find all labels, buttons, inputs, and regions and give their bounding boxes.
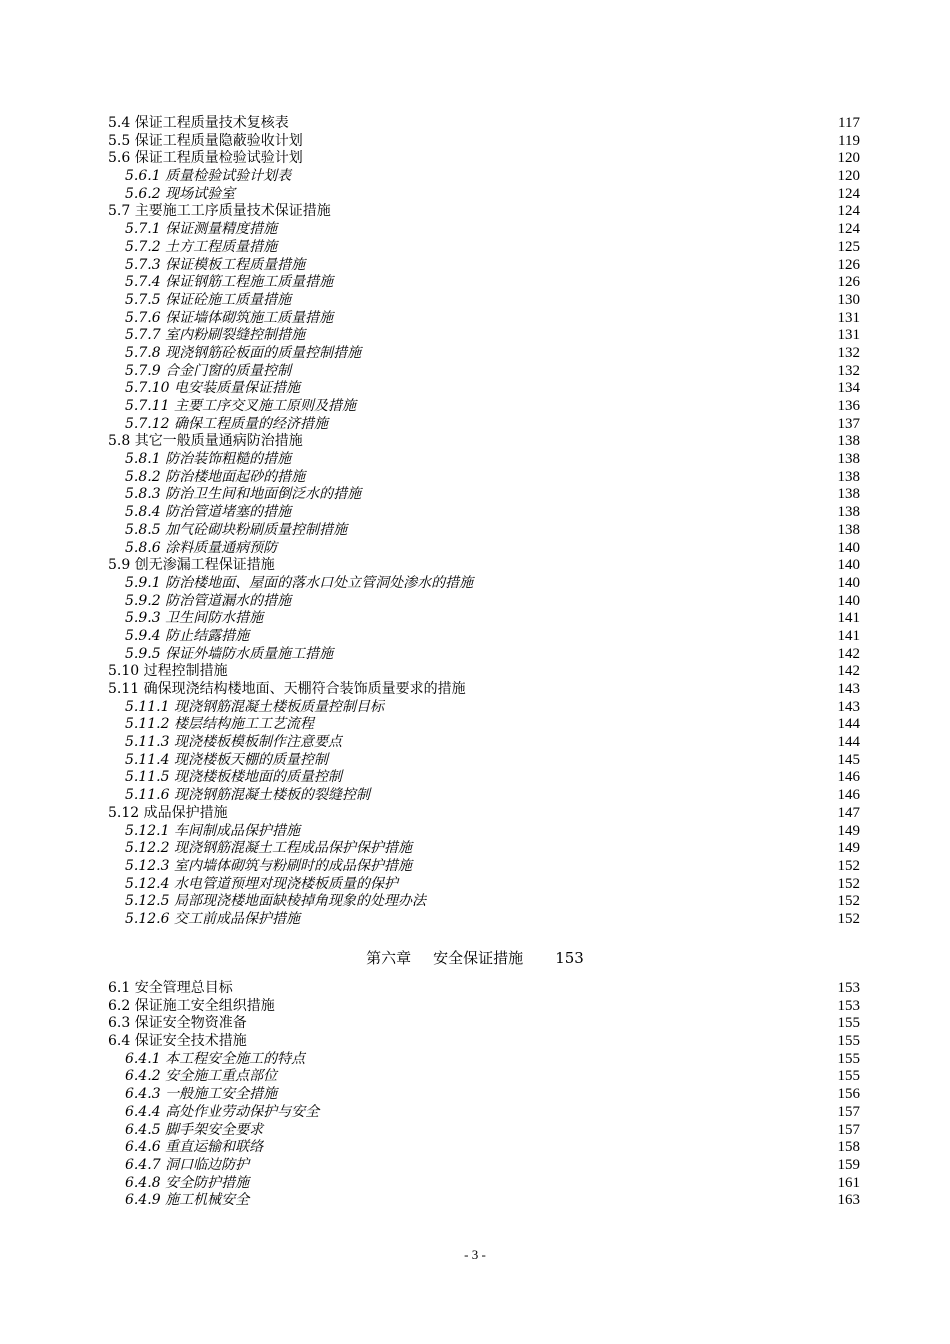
toc-entry <box>108 1157 860 1175</box>
toc-entry-page: 138 <box>837 468 860 485</box>
toc-entry <box>108 274 860 292</box>
toc-entry-page: 146 <box>837 769 860 786</box>
toc-entry-page: 124 <box>837 203 860 220</box>
toc-entry-page: 125 <box>837 238 860 255</box>
toc-entry <box>108 1068 860 1086</box>
toc-entry <box>108 1086 860 1104</box>
toc-entry <box>108 1033 860 1051</box>
chapter-heading <box>0 946 950 970</box>
toc-entry <box>108 433 860 451</box>
toc-entry-title: 5.8.3 防治卫生间和地面倒泛水的措施 <box>125 486 362 503</box>
toc-entry-title: 5.8.1 防治装饰粗糙的措施 <box>125 451 292 468</box>
toc-entry-title: 5.7.11 主要工序交叉施工原则及措施 <box>125 398 356 414</box>
toc-entry-page: 124 <box>837 221 860 238</box>
toc-entry-page: 132 <box>837 344 860 361</box>
toc-entry-title: 5.7.5 保证砼施工质量措施 <box>125 291 292 308</box>
toc-entry-page: 117 <box>838 115 860 131</box>
toc-entry <box>108 504 860 522</box>
toc-entry <box>108 292 860 310</box>
toc-entry <box>108 1051 860 1069</box>
toc-entry <box>108 451 860 469</box>
toc-entry-title: 5.12.3 室内墙体砌筑与粉刷时的成品保护措施 <box>125 857 412 874</box>
toc-entry <box>108 1192 860 1210</box>
toc-entry <box>108 734 860 752</box>
toc-entry-title: 6.3 保证安全物资准备 <box>108 1015 247 1032</box>
toc-entry <box>108 186 860 204</box>
toc-entry-page: 126 <box>837 256 860 273</box>
toc-entry-page: 149 <box>837 840 860 857</box>
toc-entry-title: 5.8 其它一般质量通病防治措施 <box>108 433 303 450</box>
toc-entry-page: 140 <box>837 574 860 591</box>
toc-entry-title: 5.7.9 合金门窗的质量控制 <box>125 362 292 379</box>
toc-entry-page: 159 <box>837 1156 860 1173</box>
toc-entry <box>108 540 860 558</box>
toc-entry <box>108 221 860 239</box>
toc-entry-title: 5.9.1 防治楼地面、屋面的落水口处立管洞处渗水的措施 <box>125 574 474 591</box>
toc-entry <box>108 699 860 717</box>
toc-entry <box>108 681 860 699</box>
toc-entry-page: 134 <box>837 380 860 397</box>
toc-entry-page: 120 <box>837 168 860 185</box>
toc-entry-title: 5.6 保证工程质量检验试验计划 <box>108 150 303 167</box>
toc-entry-title: 5.11.5 现浇楼板楼地面的质量控制 <box>125 769 342 786</box>
toc-entry-title: 5.11.4 现浇楼板天棚的质量控制 <box>125 751 328 768</box>
toc-entry-page: 144 <box>837 716 860 733</box>
toc-entry-page: 137 <box>837 415 860 432</box>
toc-entry-page: 138 <box>837 486 860 503</box>
toc-entry-page: 161 <box>837 1174 860 1191</box>
toc-entry <box>108 1122 860 1140</box>
toc-entry-title: 5.12.4 水电管道预埋对现浇楼板质量的保护 <box>125 875 398 892</box>
toc-entry-page: 155 <box>837 1033 860 1050</box>
toc-entry-page: 144 <box>837 734 860 751</box>
toc-entry <box>108 593 860 611</box>
toc-entry-title: 5.11 确保现浇结构楼地面、天棚符合装饰质量要求的措施 <box>108 681 466 697</box>
toc-entry-page: 143 <box>837 681 860 697</box>
toc-entry-title: 5.12.6 交工前成品保护措施 <box>125 910 300 927</box>
toc-entry-title: 5.9 创无渗漏工程保证措施 <box>108 557 275 574</box>
toc-entry-page: 138 <box>837 433 860 450</box>
toc-entry <box>108 522 860 540</box>
toc-entry-page: 131 <box>837 309 860 326</box>
toc-entry-page: 130 <box>837 291 860 308</box>
toc-entry-title: 5.7.8 现浇钢筋砼板面的质量控制措施 <box>125 344 362 361</box>
toc-entry <box>108 1175 860 1193</box>
toc-entry-title: 5.7.12 确保工程质量的经济措施 <box>125 415 328 432</box>
toc-entry-page: 142 <box>837 663 860 680</box>
toc-entry <box>108 663 860 681</box>
toc-entry <box>108 557 860 575</box>
toc-list-part1 <box>108 115 860 929</box>
chapter-page: 153 <box>555 949 584 967</box>
toc-entry-title: 6.4.5 脚手架安全要求 <box>125 1121 264 1138</box>
toc-entry-title: 6.4.2 安全施工重点部位 <box>125 1068 278 1085</box>
toc-entry <box>108 805 860 823</box>
toc-entry-page: 136 <box>837 398 860 414</box>
toc-entry <box>108 628 860 646</box>
toc-entry-title: 5.9.2 防治管道漏水的措施 <box>125 592 292 609</box>
toc-entry-page: 138 <box>837 504 860 521</box>
toc-entry <box>108 150 860 168</box>
toc-entry-page: 138 <box>837 521 860 538</box>
toc-entry-title: 5.7.1 保证测量精度措施 <box>125 221 278 238</box>
toc-entry-page: 147 <box>837 804 860 821</box>
toc-entry-title: 5.11.3 现浇楼板模板制作注意要点 <box>125 734 342 751</box>
toc-entry-title: 5.5 保证工程质量隐蔽验收计划 <box>108 132 303 149</box>
toc-entry-page: 155 <box>837 1068 860 1085</box>
toc-entry-title: 5.11.6 现浇钢筋混凝土楼板的裂缝控制 <box>125 787 370 804</box>
toc-entry-page: 155 <box>837 1050 860 1067</box>
toc-entry <box>108 416 860 434</box>
toc-entry <box>108 115 860 133</box>
toc-entry <box>108 327 860 345</box>
toc-entry <box>108 716 860 734</box>
toc-entry-title: 5.12.2 现浇钢筋混凝土工程成品保护保护措施 <box>125 840 412 857</box>
toc-entry <box>108 380 860 398</box>
toc-entry <box>108 980 860 998</box>
toc-entry-page: 132 <box>837 362 860 379</box>
toc-entry <box>108 840 860 858</box>
toc-entry-title: 5.7.7 室内粉刷裂缝控制措施 <box>125 327 306 344</box>
toc-entry <box>108 575 860 593</box>
toc-entry <box>108 998 860 1016</box>
toc-entry-page: 152 <box>837 857 860 874</box>
toc-entry-title: 5.9.4 防止结露措施 <box>125 627 250 644</box>
toc-entry-title: 5.7 主要施工工序质量技术保证措施 <box>108 203 331 220</box>
toc-entry <box>108 876 860 894</box>
chapter-number: 第六章 <box>366 949 412 967</box>
toc-entry <box>108 752 860 770</box>
toc-entry-title: 5.8.6 涂料质量通病预防 <box>125 539 278 556</box>
toc-entry <box>108 769 860 787</box>
toc-entry-title: 6.4.7 洞口临边防护 <box>125 1156 250 1173</box>
toc-entry-page: 140 <box>837 557 860 574</box>
toc-entry-title: 6.4.1 本工程安全施工的特点 <box>125 1050 306 1067</box>
toc-entry <box>108 787 860 805</box>
toc-entry-page: 158 <box>837 1139 860 1156</box>
toc-entry-page: 152 <box>837 893 860 910</box>
toc-entry-page: 157 <box>837 1121 860 1138</box>
toc-entry-title: 5.7.10 电安装质量保证措施 <box>125 380 300 397</box>
toc-entry-page: 141 <box>837 627 860 644</box>
toc-entry <box>108 858 860 876</box>
toc-entry <box>108 610 860 628</box>
toc-entry-title: 6.1 安全管理总目标 <box>108 980 233 996</box>
toc-entry <box>108 1015 860 1033</box>
toc-entry-title: 5.9.5 保证外墙防水质量施工措施 <box>125 645 334 662</box>
toc-entry-title: 6.4.3 一般施工安全措施 <box>125 1086 278 1103</box>
toc-entry <box>108 239 860 257</box>
toc-entry-page: 120 <box>837 150 860 167</box>
toc-entry <box>108 345 860 363</box>
toc-entry-page: 126 <box>837 274 860 291</box>
toc-entry-page: 146 <box>837 787 860 804</box>
toc-entry-page: 140 <box>837 592 860 609</box>
toc-entry-page: 152 <box>837 875 860 892</box>
toc-entry-title: 5.6.1 质量检验试验计划表 <box>125 168 292 185</box>
toc-entry-page: 131 <box>837 327 860 344</box>
toc-entry <box>108 168 860 186</box>
toc-entry-title: 5.8.2 防治楼地面起砂的措施 <box>125 468 306 485</box>
toc-entry <box>108 398 860 416</box>
toc-entry <box>108 469 860 487</box>
page-footer: - 3 - <box>464 1247 486 1262</box>
toc-entry-page: 156 <box>837 1086 860 1103</box>
toc-entry <box>108 257 860 275</box>
toc-entry-title: 6.4 保证安全技术措施 <box>108 1033 247 1050</box>
toc-entry-title: 6.2 保证施工安全组织措施 <box>108 997 275 1014</box>
toc-entry-page: 163 <box>837 1192 860 1209</box>
toc-entry-page: 141 <box>837 610 860 627</box>
toc-entry <box>108 1104 860 1122</box>
toc-entry <box>108 646 860 664</box>
toc-entry-title: 5.8.5 加气砼砌块粉刷质量控制措施 <box>125 521 348 538</box>
toc-entry-page: 149 <box>837 822 860 839</box>
toc-entry-title: 6.4.6 重直运输和联络 <box>125 1139 264 1156</box>
toc-entry <box>108 1139 860 1157</box>
toc-list-part2 <box>108 980 860 1210</box>
toc-entry <box>108 823 860 841</box>
chapter-title: 安全保证措施 <box>433 949 524 967</box>
toc-entry-title: 6.4.9 施工机械安全 <box>125 1192 250 1209</box>
toc-entry-page: 140 <box>837 539 860 556</box>
toc-entry <box>108 203 860 221</box>
toc-entry-title: 6.4.4 高处作业劳动保护与安全 <box>125 1103 320 1120</box>
toc-entry-title: 5.4 保证工程质量技术复核表 <box>108 115 289 131</box>
toc-entry-title: 5.11.1 现浇钢筋混凝土楼板质量控制目标 <box>125 698 384 715</box>
toc-entry <box>108 363 860 381</box>
toc-entry-page: 142 <box>837 645 860 662</box>
toc-entry-title: 5.12.5 局部现浇楼地面缺棱掉角现象的处理办法 <box>125 893 426 910</box>
toc-entry-title: 5.7.2 土方工程质量措施 <box>125 238 278 255</box>
toc-entry-page: 119 <box>838 132 860 149</box>
toc-entry-title: 5.10 过程控制措施 <box>108 663 228 680</box>
toc-entry-title: 6.4.8 安全防护措施 <box>125 1174 250 1191</box>
toc-entry-page: 157 <box>837 1103 860 1120</box>
toc-entry <box>108 310 860 328</box>
toc-entry-page: 153 <box>837 997 860 1014</box>
toc-entry-page: 138 <box>837 451 860 468</box>
toc-entry-title: 5.12.1 车间制成品保护措施 <box>125 822 300 839</box>
toc-entry-title: 5.6.2 现场试验室 <box>125 185 236 202</box>
toc-entry-title: 5.8.4 防治管道堵塞的措施 <box>125 504 292 521</box>
toc-entry <box>108 911 860 929</box>
toc-entry-page: 145 <box>837 751 860 768</box>
toc-entry-title: 5.9.3 卫生间防水措施 <box>125 610 264 627</box>
toc-entry-page: 155 <box>837 1015 860 1032</box>
toc-entry-page: 124 <box>837 185 860 202</box>
toc-entry-page: 152 <box>837 910 860 927</box>
toc-entry-title: 5.7.4 保证钢筋工程施工质量措施 <box>125 274 334 291</box>
toc-entry-page: 153 <box>837 980 860 996</box>
toc-entry-title: 5.12 成品保护措施 <box>108 804 228 821</box>
toc-entry-page: 143 <box>837 698 860 715</box>
toc-entry-title: 5.7.6 保证墙体砌筑施工质量措施 <box>125 309 334 326</box>
toc-entry-title: 5.7.3 保证模板工程质量措施 <box>125 256 306 273</box>
toc-entry <box>108 133 860 151</box>
toc-entry <box>108 893 860 911</box>
toc-entry <box>108 486 860 504</box>
toc-entry-title: 5.11.2 楼层结构施工工艺流程 <box>125 716 314 733</box>
